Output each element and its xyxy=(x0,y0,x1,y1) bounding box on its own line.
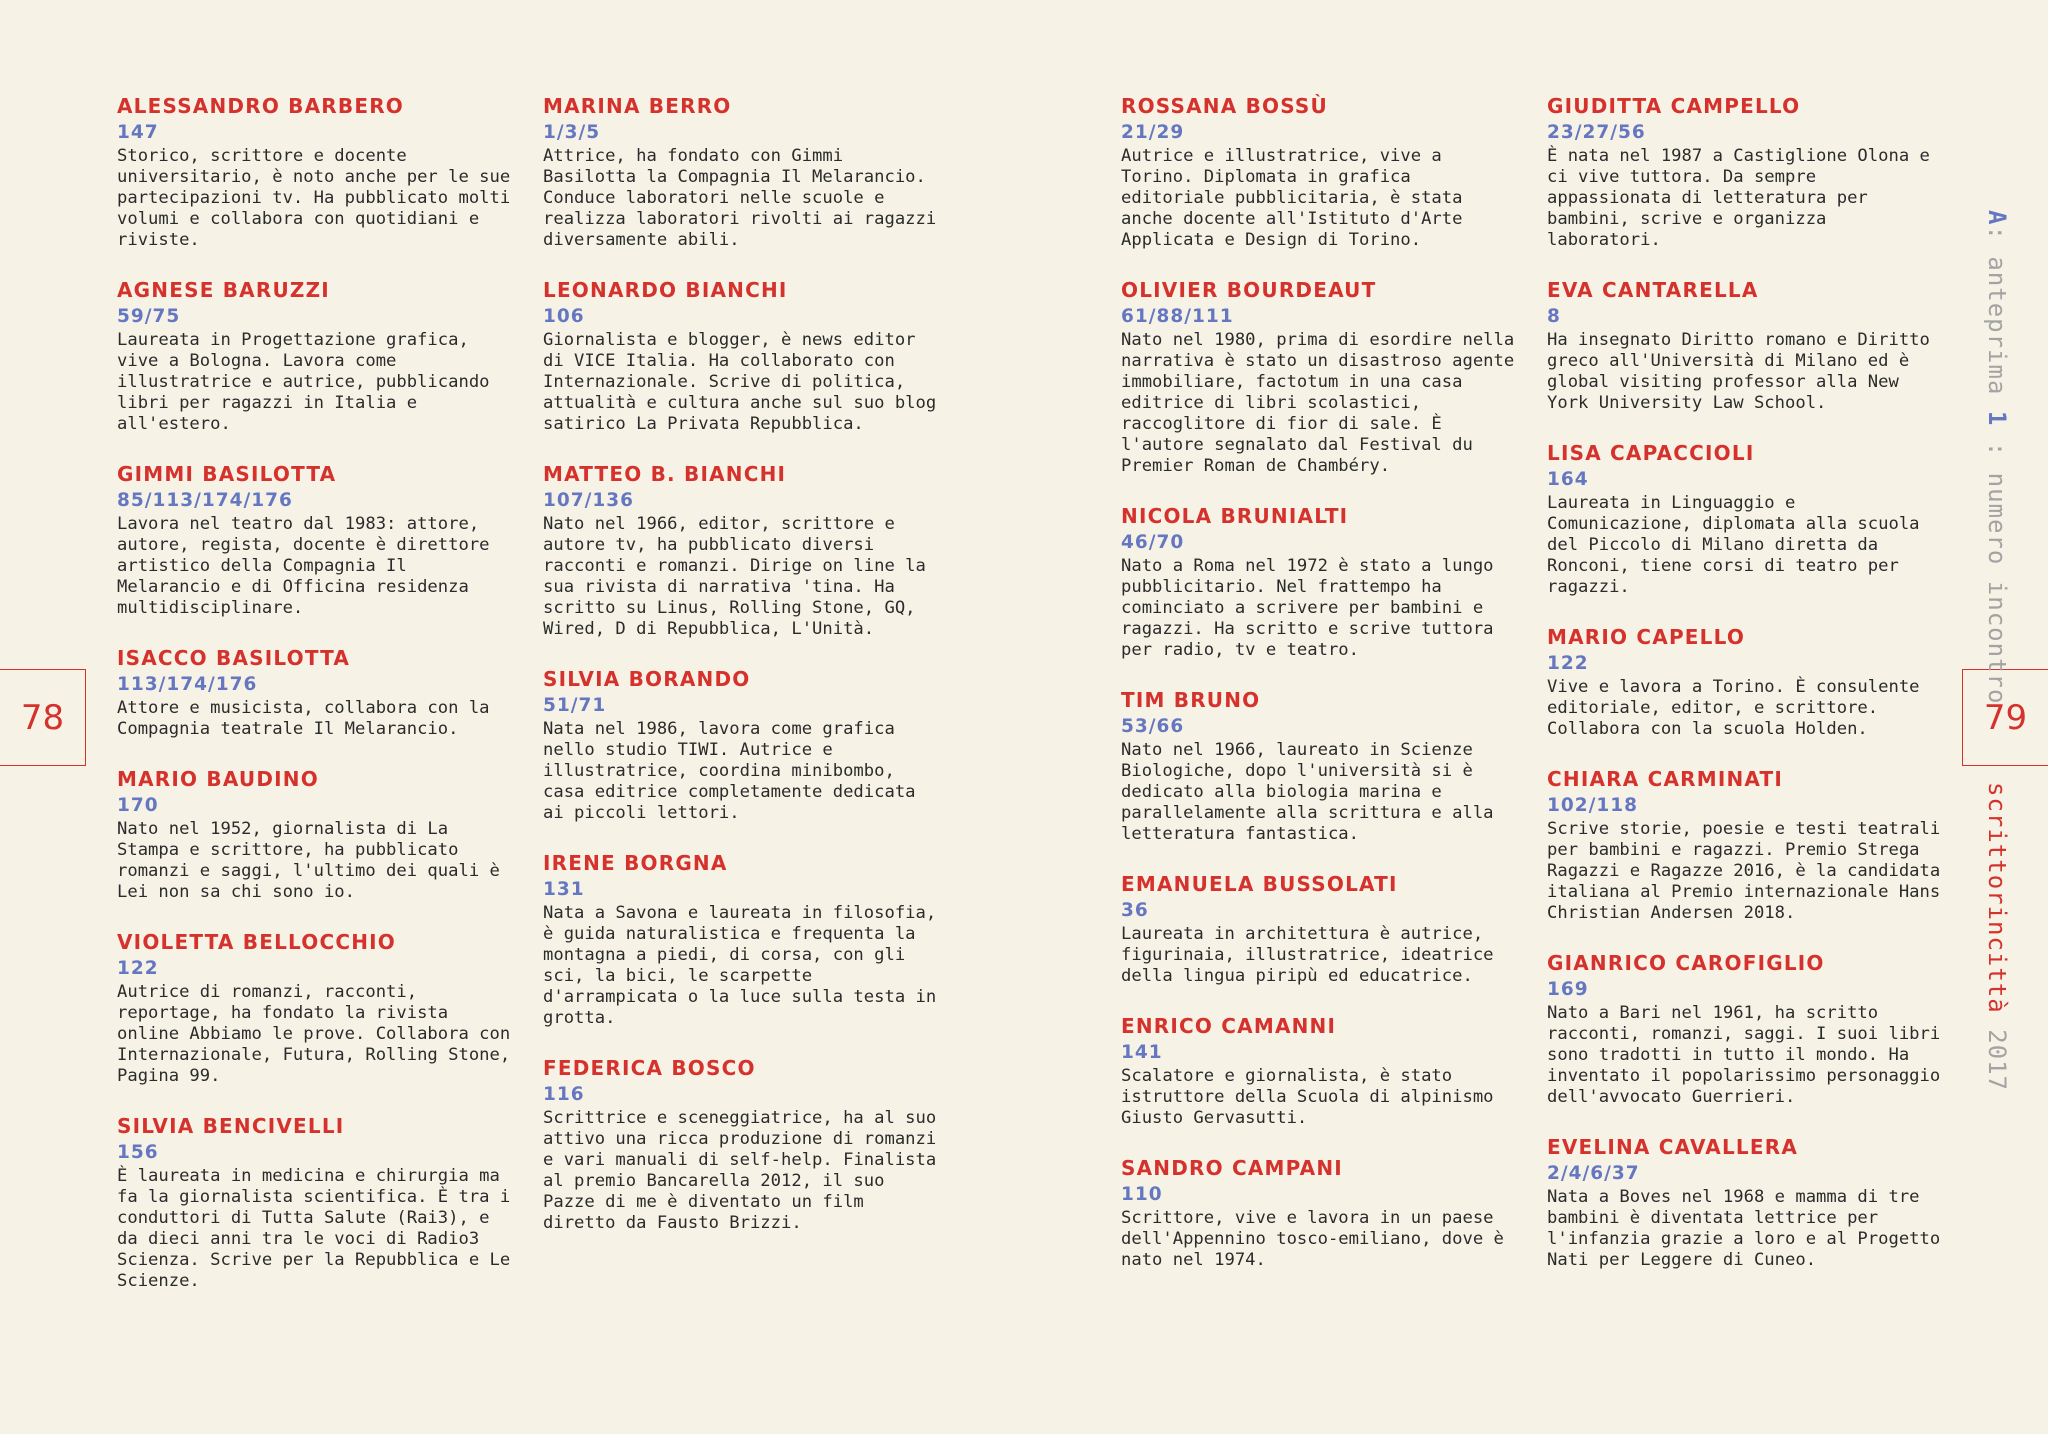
author-pages: 164 xyxy=(1547,469,1589,490)
author-name: MARIO CAPELLO xyxy=(1547,625,1746,649)
author-name: AGNESE BARUZZI xyxy=(117,278,330,302)
author-name: MARINA BERRO xyxy=(543,94,732,118)
author-pages: 102/118 xyxy=(1547,795,1638,816)
section-word-2: numero incontro xyxy=(1983,472,2011,705)
author-bio: Scrittore, vive e lavora in un paese dell'Appennino tosco-emiliano, dove è nato nel 1974. xyxy=(1121,1208,1504,1270)
author-pages: 169 xyxy=(1547,979,1589,1000)
author-entry xyxy=(543,665,943,824)
author-bio: Storico, scrittore e docente universitario, è noto anche per le sue partecipazioni tv. Ha pubblicato molti volumi e collabora con quotidiani e riviste. xyxy=(117,146,511,250)
author-pages: 147 xyxy=(117,122,159,143)
page-number-left: 78 xyxy=(0,669,86,766)
author-name: GIANRICO CAROFIGLIO xyxy=(1547,951,1825,975)
author-entry xyxy=(543,276,943,435)
author-name: SANDRO CAMPANI xyxy=(1121,1156,1343,1180)
author-bio: Ha insegnato Diritto romano e Diritto greco all'Università di Milano ed è global visiting professor alla New York University Law School. xyxy=(1547,330,1930,413)
author-entry xyxy=(1121,92,1521,251)
author-pages: 51/71 xyxy=(543,695,607,716)
author-bio: Autrice di romanzi, racconti, reportage, ha fondato la rivista online Abbiamo le prove. Collabora con Internazionale, Futura, Rolling Stone, Pagina 99. xyxy=(117,982,511,1086)
author-name: EVELINA CAVALLERA xyxy=(1547,1135,1798,1159)
section-separator-2: : xyxy=(1983,441,2011,458)
author-entry xyxy=(1547,765,1947,924)
author-name: IRENE BORGNA xyxy=(543,851,728,875)
author-column-4 xyxy=(1547,92,1947,1296)
author-entry xyxy=(1547,1133,1947,1271)
author-pages: 8 xyxy=(1547,306,1561,327)
author-bio: Attrice, ha fondato con Gimmi Basilotta la Compagnia Il Melarancio. Conduce laboratori nelle scuole e realizza laboratori rivolti ai ragazzi diversamente abili. xyxy=(543,146,937,250)
author-entry xyxy=(117,928,517,1087)
author-bio: Nata a Savona e laureata in filosofia, è guida naturalistica e frequenta la montagna a piedi, di corsa, con gli sci, la bici, le scarpette d'arrampicata o la luce sulla testa in grotta. xyxy=(543,903,937,1028)
author-pages: 61/88/111 xyxy=(1121,306,1234,327)
author-pages: 23/27/56 xyxy=(1547,122,1646,143)
section-header-vertical xyxy=(1982,210,2012,704)
author-pages: 2/4/6/37 xyxy=(1547,1163,1640,1184)
author-entry xyxy=(1121,686,1521,845)
author-pages: 59/75 xyxy=(117,306,181,327)
author-bio: Laureata in Progettazione grafica, vive a Bologna. Lavora come illustratrice e autrice, pubblicando libri per ragazzi in Italia e all'estero. xyxy=(117,330,490,434)
author-column-1 xyxy=(117,92,517,1317)
author-entry xyxy=(117,92,517,251)
author-bio: Scrive storie, poesie e testi teatrali per bambini e ragazzi. Premio Strega Ragazzi e Ragazze 2016, è la candidata italiana al Premio internazionale Hans Christian Andersen 2018. xyxy=(1547,819,1941,923)
author-name: SILVIA BENCIVELLI xyxy=(117,1114,345,1138)
author-name: NICOLA BRUNIALTI xyxy=(1121,504,1349,528)
author-pages: 170 xyxy=(117,795,159,816)
author-bio: Nato nel 1952, giornalista di La Stampa e scrittore, ha pubblicato romanzi e saggi, l'ultimo dei quali è Lei non sa chi sono io. xyxy=(117,819,500,902)
author-name: OLIVIER BOURDEAUT xyxy=(1121,278,1377,302)
author-column-3 xyxy=(1121,92,1521,1296)
section-number: 1 xyxy=(1983,410,2011,427)
author-name: ALESSANDRO BARBERO xyxy=(117,94,405,118)
author-bio: Lavora nel teatro dal 1983: attore, autore, regista, docente è direttore artistico della Compagnia Il Melarancio e di Officina residenza multidisciplinare. xyxy=(117,514,490,618)
author-name: GIMMI BASILOTTA xyxy=(117,462,337,486)
author-pages: 21/29 xyxy=(1121,122,1185,143)
section-separator-1: : xyxy=(1983,225,2011,241)
festival-brand-vertical xyxy=(1982,782,2012,1091)
author-column-2 xyxy=(543,92,943,1259)
author-bio: Scrittrice e sceneggiatrice, ha al suo attivo una ricca produzione di romanzi e vari manuali di self-help. Finalista al premio Bancarella 2012, il suo Pazze di me è diventato un film diretto da Fausto Brizzi. xyxy=(543,1108,937,1233)
author-name: LISA CAPACCIOLI xyxy=(1547,441,1755,465)
author-pages: 53/66 xyxy=(1121,716,1185,737)
author-name: SILVIA BORANDO xyxy=(543,667,751,691)
author-name: TIM BRUNO xyxy=(1121,688,1261,712)
author-name: EVA CANTARELLA xyxy=(1547,278,1759,302)
author-bio: Laureata in architettura è autrice, figurinaia, illustratrice, ideatrice della lingua piripù ed educatrice. xyxy=(1121,924,1494,986)
author-bio: Nato nel 1966, editor, scrittore e autore tv, ha pubblicato diversi racconti e romanzi. Dirige on line la sua rivista di narrativa 'tina. Ha scritto su Linus, Rolling Stone, GQ, Wired, D di Repubblica, L'Unità. xyxy=(543,514,926,639)
author-entry xyxy=(1547,623,1947,740)
author-name: CHIARA CARMINATI xyxy=(1547,767,1784,791)
author-name: GIUDITTA CAMPELLO xyxy=(1547,94,1801,118)
author-bio: Nato a Roma nel 1972 è stato a lungo pubblicitario. Nel frattempo ha cominciato a scrivere per bambini e ragazzi. Ha scritto e scrive tuttora per radio, tv e teatro. xyxy=(1121,556,1494,660)
author-name: LEONARDO BIANCHI xyxy=(543,278,788,302)
author-entry xyxy=(117,460,517,619)
author-name: EMANUELA BUSSOLATI xyxy=(1121,872,1398,896)
author-pages: 131 xyxy=(543,879,585,900)
author-entry xyxy=(117,644,517,740)
author-pages: 1/3/5 xyxy=(543,122,601,143)
author-name: ISACCO BASILOTTA xyxy=(117,646,351,670)
author-pages: 110 xyxy=(1121,1184,1163,1205)
author-bio: Nato nel 1980, prima di esordire nella narrativa è stato un disastroso agente immobiliare, factotum in una casa editrice di libri scolastici, raccoglitore di fior di sale. È l'autore segnalato dal Festival du Premier Roman de Chambéry. xyxy=(1121,330,1515,476)
author-bio: Nata a Boves nel 1968 e mamma di tre bambini è diventata lettrice per l'infanzia grazie a loro e al Progetto Nati per Leggere di Cuneo. xyxy=(1547,1187,1941,1270)
author-entry xyxy=(1547,949,1947,1108)
author-entry xyxy=(543,460,943,640)
author-bio: Nato a Bari nel 1961, ha scritto racconti, romanzi, saggi. I suoi libri sono tradotti in tutto il mondo. Ha inventato il popolarissimo personaggio dell'avvocato Guerrieri. xyxy=(1547,1003,1941,1107)
festival-name: scrittorincittà xyxy=(1983,782,2011,1014)
festival-year: 2017 xyxy=(1983,1029,2011,1091)
author-entry xyxy=(1121,1012,1521,1129)
author-bio: Laureata in Linguaggio e Comunicazione, diplomata alla scuola del Piccolo di Milano diretta da Ronconi, tiene corsi di teatro per ragazzi. xyxy=(1547,493,1920,597)
author-pages: 122 xyxy=(1547,653,1589,674)
author-bio: È nata nel 1987 a Castiglione Olona e ci vive tuttora. Da sempre appassionata di letteratura per bambini, scrive e organizza laboratori. xyxy=(1547,146,1930,250)
author-entry xyxy=(1547,439,1947,598)
author-pages: 116 xyxy=(543,1084,585,1105)
author-name: MARIO BAUDINO xyxy=(117,767,319,791)
author-pages: 113/174/176 xyxy=(117,674,258,695)
author-entry xyxy=(1121,870,1521,987)
author-bio: Vive e lavora a Torino. È consulente editoriale, editor, e scrittore. Collabora con la scuola Holden. xyxy=(1547,677,1920,739)
author-pages: 122 xyxy=(117,958,159,979)
author-name: ENRICO CAMANNI xyxy=(1121,1014,1337,1038)
author-pages: 85/113/174/176 xyxy=(117,490,293,511)
author-name: MATTEO B. BIANCHI xyxy=(543,462,787,486)
author-entry xyxy=(117,1112,517,1292)
author-pages: 141 xyxy=(1121,1042,1163,1063)
author-bio: Autrice e illustratrice, vive a Torino. Diplomata in grafica editoriale pubblicitaria, è stata anche docente all'Istituto d'Arte Applicata e Design di Torino. xyxy=(1121,146,1463,250)
author-pages: 46/70 xyxy=(1121,532,1185,553)
page-number-right: 79 xyxy=(1962,669,2048,766)
author-name: ROSSANA BOSSÙ xyxy=(1121,94,1328,118)
author-entry xyxy=(1121,1154,1521,1271)
author-bio: Giornalista e blogger, è news editor di VICE Italia. Ha collaborato con Internazionale. Scrive di politica, attualità e cultura anche sul suo blog satirico La Privata Repubblica. xyxy=(543,330,937,434)
author-entry xyxy=(117,276,517,435)
author-pages: 156 xyxy=(117,1142,159,1163)
author-bio: Attore e musicista, collabora con la Compagnia teatrale Il Melarancio. xyxy=(117,698,490,739)
author-entry xyxy=(1121,502,1521,661)
author-entry xyxy=(1547,276,1947,414)
author-entry xyxy=(117,765,517,903)
section-word-1: anteprima xyxy=(1983,256,2011,396)
author-entry xyxy=(543,92,943,251)
section-letter: A xyxy=(1983,210,2011,226)
author-name: VIOLETTA BELLOCCHIO xyxy=(117,930,396,954)
author-bio: È laureata in medicina e chirurgia ma fa la giornalista scientifica. È tra i conduttori di Tutta Salute (Rai3), e da dieci anni tra le voci di Radio3 Scienza. Scrive per la Repubblica e Le Scienze. xyxy=(117,1166,511,1291)
author-name: FEDERICA BOSCO xyxy=(543,1056,756,1080)
author-bio: Nata nel 1986, lavora come grafica nello studio TIWI. Autrice e illustratrice, coordina minibombo, casa editrice completamente dedicata ai piccoli lettori. xyxy=(543,719,916,823)
author-bio: Scalatore e giornalista, è stato istruttore della Scuola di alpinismo Giusto Gervasutti. xyxy=(1121,1066,1494,1128)
author-pages: 106 xyxy=(543,306,585,327)
author-pages: 107/136 xyxy=(543,490,634,511)
author-bio: Nato nel 1966, laureato in Scienze Biologiche, dopo l'università si è dedicato alla biologia marina e parallelamente alla scrittura e alla letteratura fantastica. xyxy=(1121,740,1494,844)
author-entry xyxy=(1121,276,1521,477)
author-entry xyxy=(1547,92,1947,251)
author-entry xyxy=(543,849,943,1029)
author-pages: 36 xyxy=(1121,900,1149,921)
author-entry xyxy=(543,1054,943,1234)
